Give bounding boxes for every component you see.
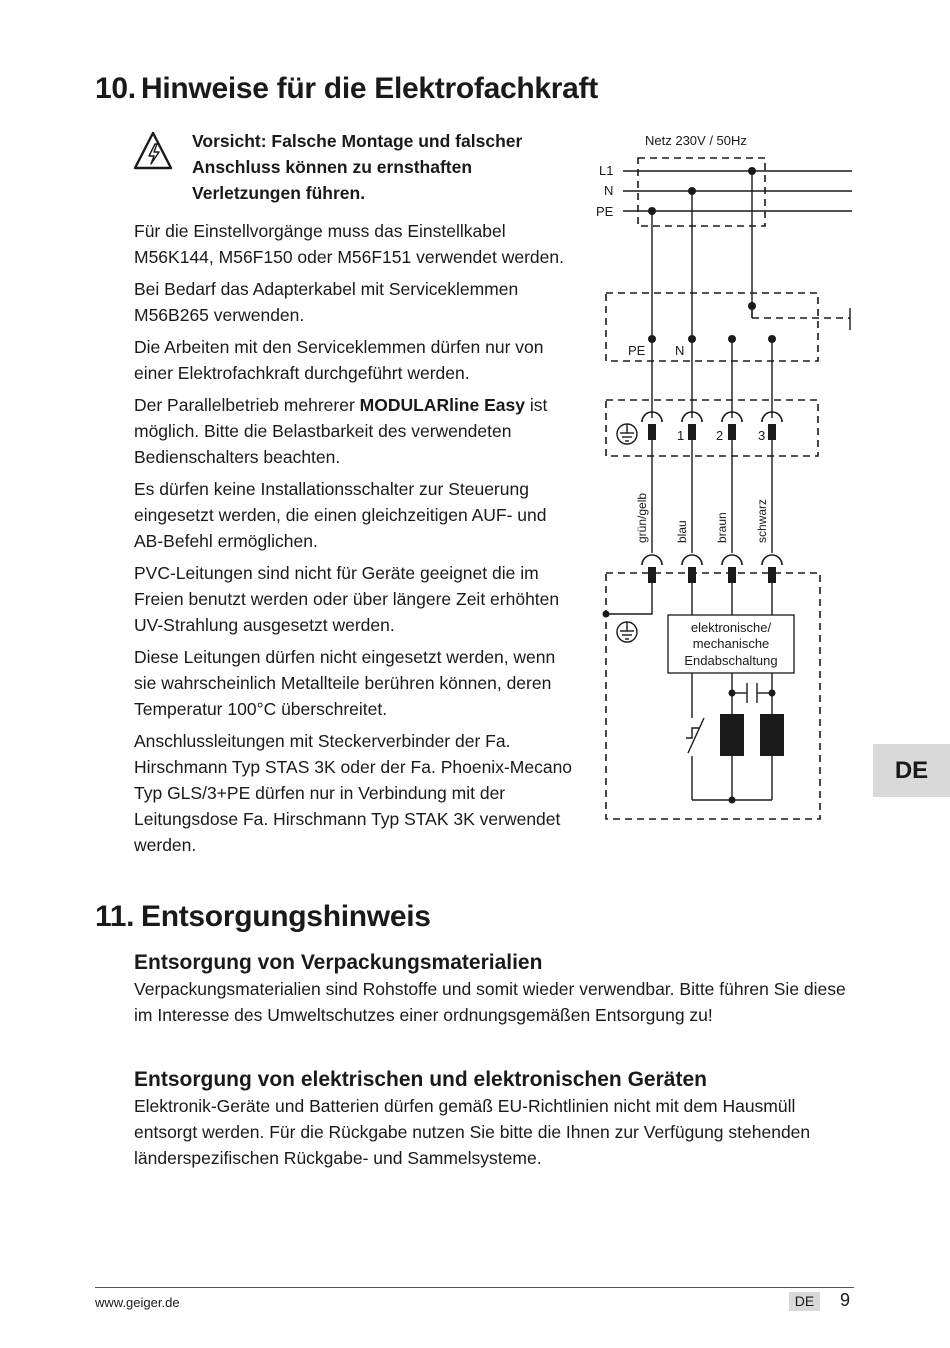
- pin-1-label: 1: [677, 428, 685, 443]
- l1-label: L1: [599, 163, 614, 178]
- paragraph-steckerverbinder: Anschlussleitungen mit Steckerverbinder der Fa. Hirschmann Typ STAS 3K oder der Fa. Phoenix-Mecano Typ GLS/3+PE dürfen nur in Verbindung mit der Leitungsdose Fa. Hirschmann Typ STAK 3K verwendet werden.: [134, 731, 573, 855]
- packaging-heading: Entsorgung von Verpackungsmaterialien: [134, 951, 543, 974]
- pe-label: PE: [596, 204, 614, 219]
- language-tab: DE: [873, 744, 950, 797]
- pins-top: [648, 424, 776, 440]
- mains-label: Netz 230V / 50Hz: [645, 133, 747, 148]
- connector-box-top: [606, 400, 818, 456]
- electronics-text: Elektronik-Geräte und Batterien dürfen gemäß EU-Richtlinien nicht mit dem Hausmüll entsorgt werden. Für die Rückgabe nutzen Sie bitte die Ihnen zur Verfügung stehenden länderspezifischen Rückgabe- und Sammelsysteme.: [134, 1096, 811, 1168]
- paragraph-adapterkabel: Bei Bedarf das Adapterkabel mit Serviceklemmen M56B265 verwenden.: [134, 279, 519, 325]
- electronics-disposal: [134, 1067, 854, 1171]
- end-switch-line-2: mechanische: [692, 636, 770, 651]
- footer-divider: [95, 1287, 854, 1288]
- section-10-title-text: Hinweise für die Elektrofachkraft: [141, 72, 598, 105]
- terminal-n-label: N: [675, 343, 685, 358]
- section-11-number: 11.: [95, 900, 135, 933]
- socket-contacts-bottom: [642, 555, 782, 565]
- motor-windings: [720, 714, 784, 756]
- wire-schwarz-label: schwarz: [755, 498, 769, 543]
- pins-bottom: [648, 567, 776, 583]
- electric-hazard-icon: [132, 130, 174, 172]
- paragraph-temperatur: Diese Leitungen dürfen nicht eingesetzt werden, wenn sie wahrscheinlich Metallteile berühren können, deren Temperatur 100°C überschreitet.: [134, 647, 556, 719]
- end-switch-line-3: Endabschaltung: [684, 653, 778, 668]
- wiring-diagram: [590, 128, 860, 828]
- pin-2-label: 2: [716, 428, 724, 443]
- mains-box: [638, 158, 765, 226]
- motor-earth-icon: [617, 622, 637, 642]
- wire-gruen-gelb-label: grün/gelb: [635, 492, 649, 543]
- paragraph-einstellkabel: Für die Einstellvorgänge muss das Einstellkabel M56K144, M56F150 oder M56F151 verwendet werden.: [134, 221, 564, 267]
- footer-language-badge: DE: [789, 1292, 820, 1311]
- motor-feed-lines: [692, 583, 772, 615]
- section-10-body: [134, 218, 576, 864]
- parallel-text-start: Der Parallelbetrieb mehrerer: [134, 395, 360, 415]
- junction-dots: [648, 167, 776, 343]
- paragraph-parallelbetrieb: [134, 392, 576, 470]
- vertical-wires: [652, 171, 772, 553]
- page-number: 9: [840, 1290, 851, 1310]
- section-10-title: [95, 72, 598, 106]
- paragraph-installationsschalter: Es dürfen keine Installationsschalter zur Steuerung eingesetzt werden, die einen gleichzeitigen AUF- und AB-Befehl ermöglichen.: [134, 479, 547, 551]
- earth-icon: [617, 424, 637, 444]
- packaging-disposal: [134, 950, 854, 1028]
- wire-braun-label: braun: [715, 512, 729, 543]
- mains-lines: [623, 171, 852, 211]
- terminal-pe-label: PE: [628, 343, 646, 358]
- warning-text: Vorsicht: Falsche Montage und falscher Anschluss können zu ernsthaften Verletzungen führen.: [192, 131, 523, 203]
- wire-blau-label: blau: [675, 520, 689, 543]
- socket-contacts-top: [642, 412, 782, 422]
- section-11-title-text: Entsorgungshinweis: [141, 900, 431, 933]
- product-name: MODULARline Easy: [359, 395, 525, 415]
- motor-box: [606, 573, 820, 819]
- end-switch-line-1: elektronische/: [690, 620, 772, 635]
- paragraph-serviceklemmen: Die Arbeiten mit den Serviceklemmen dürfen nur von einer Elektrofachkraft durchgeführt werden.: [134, 337, 544, 383]
- section-10-number: 10.: [95, 72, 136, 105]
- paragraph-pvc-leitungen: PVC-Leitungen sind nicht für Geräte geeignet die im Freien benutzt werden oder über längere Zeit erhöhten UV-Strahlung ausgesetzt werden.: [134, 563, 560, 635]
- section-11-title: [95, 900, 431, 934]
- pin-3-label: 3: [758, 428, 766, 443]
- electronics-heading: Entsorgung von elektrischen und elektronischen Geräten: [134, 1068, 707, 1091]
- n-label: N: [604, 183, 614, 198]
- packaging-text: Verpackungsmaterialien sind Rohstoffe und somit wieder verwendbar. Bitte führen Sie diese im Interesse des Umweltschutzes einer ordnungsgemäßen Entsorgung zu!: [134, 979, 846, 1025]
- footer-url[interactable]: www.geiger.de: [95, 1295, 180, 1310]
- parallel-text-end: ist möglich. Bitte die Belastbarkeit des verwendeten Bedienschalters beachten.: [134, 395, 548, 467]
